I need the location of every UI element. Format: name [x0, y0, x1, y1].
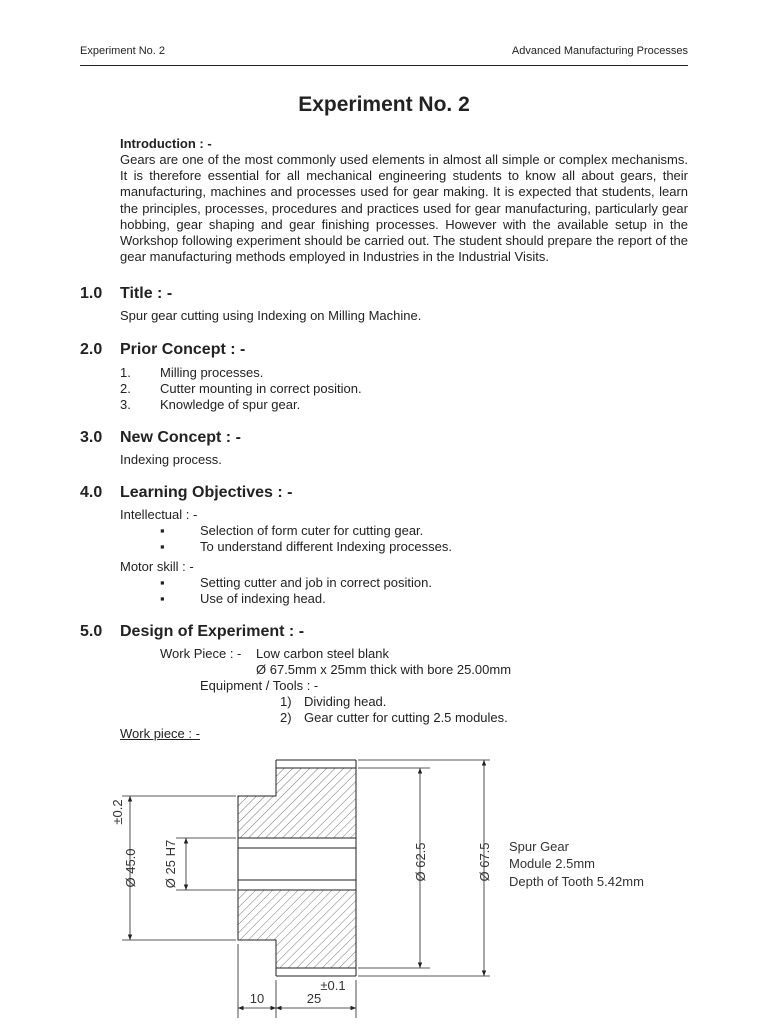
hatched-section-bottom [238, 890, 356, 968]
list-item: Cutter mounting in correct position. [160, 381, 362, 396]
section-2-title: Prior Concept : - [120, 341, 246, 358]
bullet-icon: ▪ [160, 523, 165, 538]
page-title: Experiment No. 2 [298, 93, 470, 116]
dim-tolerance-left: ±0.2 [110, 799, 125, 825]
section-3-number: 3.0 [80, 429, 103, 446]
list-item: Gear cutter for cutting 2.5 modules. [304, 710, 508, 725]
list-item: Selection of form cuter for cutting gear. [200, 523, 424, 538]
section-5-number: 5.0 [80, 623, 103, 640]
section-1-number: 1.0 [80, 285, 103, 302]
header-right: Advanced Manufacturing Processes [511, 45, 688, 57]
bullet-icon: ▪ [160, 575, 165, 590]
introduction-heading: Introduction : - [120, 136, 212, 151]
list-item: Setting cutter and job in correct position. [200, 575, 432, 590]
section-2-number: 2.0 [80, 341, 103, 358]
section-5-title: Design of Experiment : - [120, 623, 305, 640]
list-item-number: 3. [120, 397, 131, 412]
intellectual-label: Intellectual : - [120, 507, 198, 522]
list-item: Milling processes. [160, 365, 264, 380]
work-piece-value: Low carbon steel blank [256, 646, 389, 661]
drawing-note-line-1: Spur Gear [509, 839, 569, 854]
dim-diameter-62-5: Ø 62.5 [413, 842, 428, 882]
equipment-label: Equipment / Tools : - [200, 678, 319, 693]
header-left: Experiment No. 2 [80, 45, 165, 57]
list-item: Use of indexing head. [200, 591, 326, 606]
work-piece-heading: Work piece : - [120, 726, 200, 741]
dim-width-10: 10 [249, 991, 265, 1006]
section-3-title: New Concept : - [120, 429, 241, 446]
section-4-title: Learning Objectives : - [120, 484, 293, 501]
section-1-title: Title : - [120, 285, 173, 302]
list-item-number: 1. [120, 365, 131, 380]
list-item: Knowledge of spur gear. [160, 397, 301, 412]
list-item: To understand different Indexing processes. [200, 539, 452, 554]
bullet-icon: ▪ [160, 591, 165, 606]
list-item: Dividing head. [304, 694, 387, 709]
work-piece-dimensions: Ø 67.5mm x 25mm thick with bore 25.00mm [256, 662, 512, 677]
section-4-number: 4.0 [80, 484, 103, 501]
dim-bore-25: Ø 25 H7 [163, 839, 178, 889]
section-3-text: Indexing process. [120, 452, 222, 467]
drawing-note-line-3: Depth of Tooth 5.42mm [509, 874, 644, 889]
list-item-number: 2. [120, 381, 131, 396]
list-item-number: 2) [280, 710, 292, 725]
hatched-section-top [238, 768, 356, 838]
list-item-number: 1) [280, 694, 292, 709]
bullet-icon: ▪ [160, 539, 165, 554]
dim-width-25: 25 [306, 991, 322, 1006]
dim-diameter-67-5: Ø 67.5 [477, 842, 492, 882]
dim-tolerance-bottom: ±0.1 [320, 978, 346, 993]
dim-diameter-45: Ø 45.0 [123, 848, 138, 888]
motor-skill-label: Motor skill : - [120, 559, 194, 574]
introduction-body: Gears are one of the most commonly used elements in almost all simple or complex mechanisms. It is therefore essential for all mechanical engineering students to know all about gears, their manufacturing, machines and processes used for gear making. It is expected that students, learn the principles, processes, procedures and practices used for gear manufacturing, particularly gear hobbing, gear shaping and gear finishing processes. However with the available setup in the Workshop following experiment should be carried out. The student should prepare the report of the gear manufacturing methods employed in Industries in the Industrial Visits. [120, 152, 688, 265]
work-piece-label: Work Piece : - [160, 646, 242, 661]
section-1-text: Spur gear cutting using Indexing on Milling Machine. [120, 308, 422, 323]
drawing-note-line-2: Module 2.5mm [509, 856, 595, 871]
